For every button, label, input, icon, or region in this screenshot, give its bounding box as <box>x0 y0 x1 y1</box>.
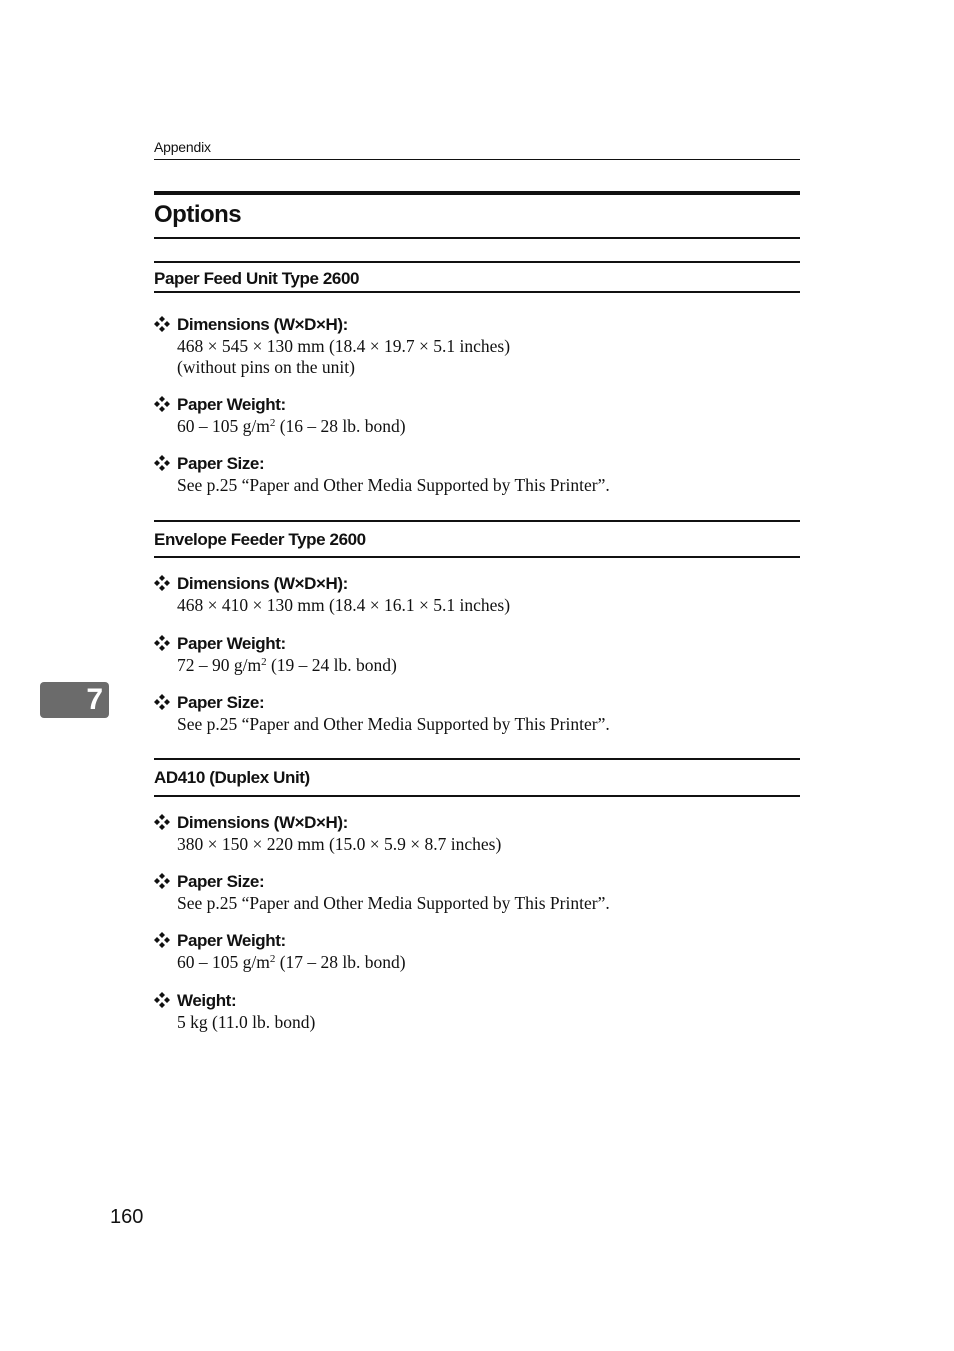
spec-heading: Paper Weight: <box>177 634 286 653</box>
page-number: 160 <box>110 1206 144 1228</box>
spec-value <box>177 834 800 855</box>
spec-value <box>177 475 800 496</box>
page-title: Options <box>154 201 242 228</box>
section-title: Envelope Feeder Type 2600 <box>154 530 366 549</box>
spec-weight <box>154 990 800 1033</box>
spec-value <box>177 416 800 437</box>
bullet-icon <box>154 455 170 471</box>
bullet-icon <box>154 316 170 332</box>
spec-heading: Paper Weight: <box>177 395 286 414</box>
spec-superscript: 2 <box>269 417 276 429</box>
spec-line: See p.25 “Paper and Other Media Supported by This Printer”. <box>177 893 610 913</box>
title-top-rule <box>154 191 800 195</box>
spec-value <box>177 595 800 616</box>
section-header-paper-feed-unit <box>154 261 800 293</box>
spec-heading: Paper Weight: <box>177 931 286 950</box>
title-bottom-rule <box>154 237 800 239</box>
spec-value <box>177 1012 800 1033</box>
bullet-icon <box>154 694 170 710</box>
bullet-icon <box>154 814 170 830</box>
bullet-icon <box>154 992 170 1008</box>
spec-heading: Paper Size: <box>177 454 265 473</box>
section-title: AD410 (Duplex Unit) <box>154 768 310 787</box>
spec-heading: Dimensions (W×D×H): <box>177 813 348 832</box>
spec-heading: Dimensions (W×D×H): <box>177 574 348 593</box>
spec-line: 380 × 150 × 220 mm (15.0 × 5.9 × 8.7 inches) <box>177 834 502 854</box>
spec-dimensions <box>154 314 800 378</box>
section-header-duplex-unit <box>154 758 800 797</box>
spec-text: 72 – 90 g/m <box>177 655 262 675</box>
spec-superscript: 2 <box>261 656 267 668</box>
header-rule <box>154 159 800 160</box>
spec-line: See p.25 “Paper and Other Media Supported by This Printer”. <box>177 475 610 495</box>
spec-paper-size <box>154 871 800 914</box>
spec-value <box>177 893 800 914</box>
bullet-icon <box>154 575 170 591</box>
spec-paper-weight <box>154 394 800 437</box>
spec-heading: Paper Size: <box>177 693 265 712</box>
section-header-envelope-feeder <box>154 520 800 558</box>
spec-heading: Weight: <box>177 991 237 1010</box>
spec-text: (16 – 28 lb. bond) <box>275 416 406 436</box>
spec-value <box>177 336 800 378</box>
bullet-icon <box>154 635 170 651</box>
running-header: Appendix <box>154 139 211 155</box>
spec-text: 60 – 105 g/m <box>177 416 270 436</box>
spec-line: 468 × 410 × 130 mm (18.4 × 16.1 × 5.1 inches) <box>177 595 511 615</box>
section-title: Paper Feed Unit Type 2600 <box>154 269 360 288</box>
bullet-icon <box>154 932 170 948</box>
spec-line: 5 kg (11.0 lb. bond) <box>177 1012 316 1032</box>
spec-paper-weight <box>154 930 800 973</box>
bullet-icon <box>154 873 170 889</box>
spec-dimensions <box>154 573 800 616</box>
spec-text: (17 – 28 lb. bond) <box>275 952 406 972</box>
spec-text: (19 – 24 lb. bond) <box>266 655 397 675</box>
spec-superscript: 2 <box>269 953 276 965</box>
bullet-icon <box>154 396 170 412</box>
spec-text: 60 – 105 g/m <box>177 952 270 972</box>
spec-value <box>177 952 800 973</box>
spec-paper-weight <box>154 633 800 676</box>
chapter-tab: 7 <box>40 682 109 718</box>
spec-line: 468 × 545 × 130 mm (18.4 × 19.7 × 5.1 inches) <box>177 336 511 356</box>
spec-heading: Dimensions (W×D×H): <box>177 315 348 334</box>
spec-line: See p.25 “Paper and Other Media Supported by This Printer”. <box>177 714 610 734</box>
spec-dimensions <box>154 812 800 855</box>
spec-paper-size <box>154 692 800 735</box>
spec-value <box>177 655 800 676</box>
spec-heading: Paper Size: <box>177 872 265 891</box>
spec-line: (without pins on the unit) <box>177 357 355 377</box>
spec-value <box>177 714 800 735</box>
spec-paper-size <box>154 453 800 496</box>
